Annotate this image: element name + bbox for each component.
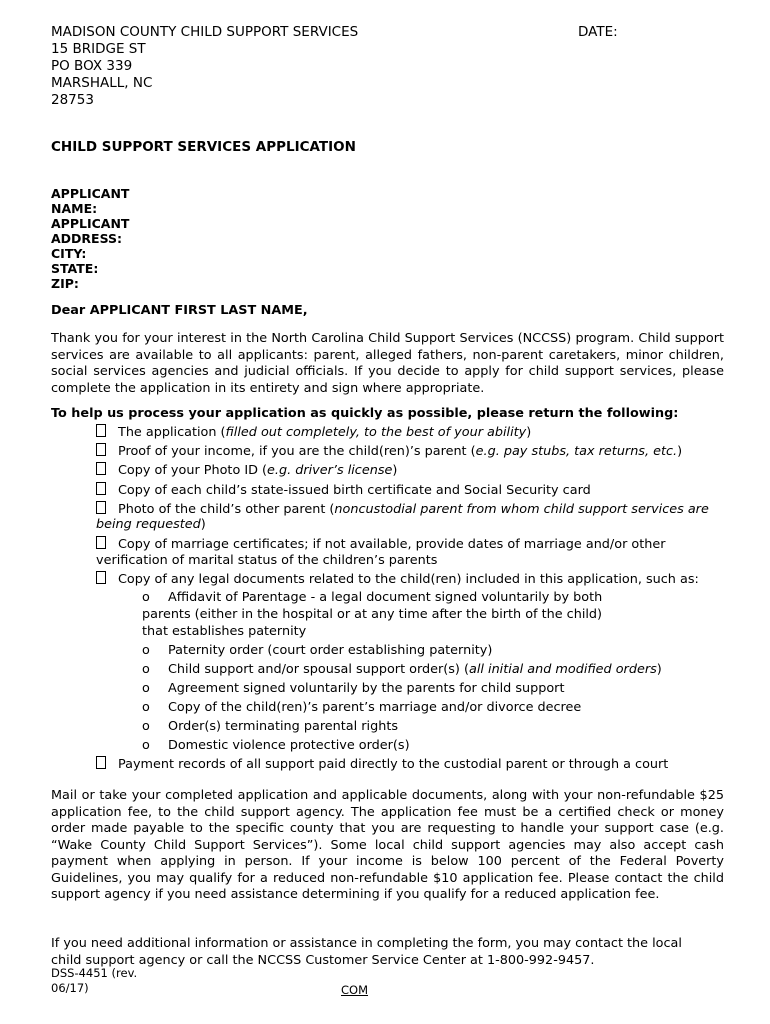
checkbox-icon[interactable] bbox=[96, 501, 106, 514]
date-label: DATE: bbox=[578, 24, 618, 40]
mail-paragraph: Mail or take your completed application and applicable documents, along with your non-refundable $25 application fee, to the child support agency. The application fee must be a certified check or money order made payable to the specific county that you are requesting to handle your support case (e.g. “Wake County Child Support Services”). Some local child support agencies may also accept cash payment when applying in person. If your income is below 100 percent of the Federal Poverty Guidelines, you may qualify for a reduced non-refundable $10 application fee. Please contact the child support agency if you need assistance determining if you qualify for a reduced application fee. bbox=[51, 788, 724, 902]
checklist-item-continuation: verification of marital status of the children’s parents bbox=[96, 553, 438, 568]
sub-list-item: o Copy of the child(ren)’s parent’s marriage and/or divorce decree bbox=[142, 700, 582, 715]
address-label: ADDRESS: bbox=[51, 231, 123, 246]
contact-line: If you need additional information or assistance in completing the form, you may contact the local bbox=[51, 936, 682, 951]
sub-list-item: o Order(s) terminating parental rights bbox=[142, 719, 399, 734]
bullet-icon: o bbox=[142, 700, 150, 715]
sub-list-item: o Domestic violence protective order(s) bbox=[142, 738, 410, 753]
checkbox-icon[interactable] bbox=[96, 462, 106, 475]
checklist-item: Copy of any legal documents related to the child(ren) included in this application, such as: bbox=[96, 571, 699, 588]
checklist-item: Copy of marriage certificates; if not available, provide dates of marriage and/or other bbox=[96, 536, 666, 553]
bullet-icon: o bbox=[142, 590, 150, 605]
checklist-item: Copy of your Photo ID (e.g. driver’s license) bbox=[96, 462, 397, 479]
form-revision: 06/17) bbox=[51, 981, 89, 995]
intro-paragraph: Thank you for your interest in the North Carolina Child Support Services (NCCSS) program. Child support services are available to all applicants: parent, alleged fathers, non-parent caretakers, minor children, social services agencies and judicial officials. If you decide to apply for child support services, please complete the application in its entirety and sign where appropriate. bbox=[51, 331, 724, 396]
checklist-item: Photo of the child’s other parent (noncustodial parent from whom child support services are bbox=[96, 501, 709, 518]
page-title: CHILD SUPPORT SERVICES APPLICATION bbox=[51, 139, 356, 155]
bullet-icon: o bbox=[142, 738, 150, 753]
checklist-heading: To help us process your application as quickly as possible, please return the following: bbox=[51, 406, 679, 421]
zip-label: ZIP: bbox=[51, 276, 79, 291]
sub-list-item: o Affidavit of Parentage - a legal document signed voluntarily by both bbox=[142, 590, 603, 605]
form-number: DSS-4451 (rev. bbox=[51, 966, 138, 980]
bullet-icon: o bbox=[142, 662, 150, 677]
checklist-item: The application (filled out completely, to the best of your ability) bbox=[96, 424, 531, 441]
checkbox-icon[interactable] bbox=[96, 443, 106, 456]
checkbox-icon[interactable] bbox=[96, 571, 106, 584]
address-line: PO BOX 339 bbox=[51, 58, 133, 74]
checklist-item: Proof of your income, if you are the child(ren)’s parent (e.g. pay stubs, tax returns, etc.) bbox=[96, 443, 682, 460]
checkbox-icon[interactable] bbox=[96, 424, 106, 437]
bullet-icon: o bbox=[142, 681, 150, 696]
state-label: STATE: bbox=[51, 261, 99, 276]
name-label: NAME: bbox=[51, 201, 98, 216]
salutation: Dear APPLICANT FIRST LAST NAME, bbox=[51, 303, 308, 318]
checkbox-icon[interactable] bbox=[96, 536, 106, 549]
address-line: 28753 bbox=[51, 92, 94, 108]
agency-name: MADISON COUNTY CHILD SUPPORT SERVICES bbox=[51, 24, 359, 40]
checklist-item-continuation: being requested) bbox=[96, 517, 206, 532]
checkbox-icon[interactable] bbox=[96, 482, 106, 495]
applicant-label: APPLICANT bbox=[51, 216, 130, 231]
checkbox-icon[interactable] bbox=[96, 756, 106, 769]
sub-list-item: o Child support and/or spousal support order(s) (all initial and modified orders) bbox=[142, 662, 662, 677]
bullet-icon: o bbox=[142, 643, 150, 658]
contact-line: child support agency or call the NCCSS Customer Service Center at 1-800-992-9457. bbox=[51, 953, 595, 968]
bullet-icon: o bbox=[142, 719, 150, 734]
checklist-item: Copy of each child’s state-issued birth certificate and Social Security card bbox=[96, 482, 591, 499]
checklist-item: Payment records of all support paid directly to the custodial parent or through a court bbox=[96, 756, 668, 773]
address-line: MARSHALL, NC bbox=[51, 75, 153, 91]
applicant-label: APPLICANT bbox=[51, 186, 130, 201]
city-label: CITY: bbox=[51, 246, 87, 261]
sub-list-item-continuation: that establishes paternity bbox=[142, 624, 307, 639]
sub-list-item: o Paternity order (court order establishing paternity) bbox=[142, 643, 493, 658]
sub-list-item-continuation: parents (either in the hospital or at any time after the birth of the child) bbox=[142, 607, 603, 622]
footer-com-link[interactable]: COM bbox=[341, 983, 369, 997]
sub-list-item: o Agreement signed voluntarily by the parents for child support bbox=[142, 681, 565, 696]
address-line: 15 BRIDGE ST bbox=[51, 41, 146, 57]
